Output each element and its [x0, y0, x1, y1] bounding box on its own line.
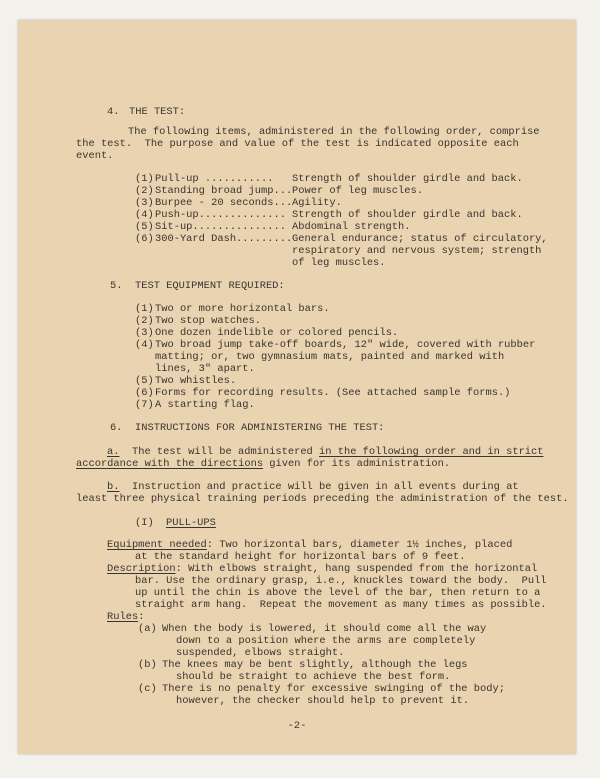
section-5-heading: TEST EQUIPMENT REQUIRED: [135, 280, 285, 292]
equipment-item-text: Two or more horizontal bars. [155, 303, 330, 315]
test-item-purpose: General endurance; status of circulatory, [292, 233, 548, 245]
paragraph-a [107, 446, 544, 458]
test-item-purpose: Strength of shoulder girdle and back. [292, 209, 523, 221]
test-item-event: Sit-up............... [155, 221, 286, 233]
equipment-item-number: (2) [135, 315, 154, 327]
paragraph-a-emphasis: in the following order and in strict [319, 446, 544, 458]
rule-text: down to a position where the arms are completely [176, 635, 476, 647]
rule-text: should be straight to achieve the best form. [176, 671, 451, 683]
equipment-needed-text: at the standard height for horizontal bars of 9 feet. [135, 551, 466, 563]
equipment-item-number: (4) [135, 339, 154, 351]
section-4-number: 4. [107, 106, 120, 118]
paragraph-b-line-2: least three physical training periods preceding the administration of the test. [76, 493, 569, 505]
test-item-purpose: respiratory and nervous system; strength [292, 245, 542, 257]
document-page [18, 20, 576, 754]
rule-text: There is no penalty for excessive swinging of the body; [162, 683, 505, 695]
paragraph-a-text: given for its administration. [263, 458, 451, 470]
test-item-number: (2) [135, 185, 154, 197]
rules-label: Rules [107, 611, 139, 623]
equipment-item-number: (1) [135, 303, 154, 315]
rule-label: (a) [138, 623, 157, 635]
equipment-item-text: matting; or, two gymnasium mats, painted and marked with [155, 351, 505, 363]
section-5-number: 5. [110, 280, 123, 292]
paragraph-a-text: The test will be administered [131, 446, 320, 458]
test-item-number: (4) [135, 209, 154, 221]
equipment-item-number: (7) [135, 399, 154, 411]
equipment-item-text: Forms for recording results. (See attached sample forms.) [155, 387, 511, 399]
equipment-item-number: (5) [135, 375, 154, 387]
equipment-item-text: Two stop watches. [155, 315, 262, 327]
test-item-event: Pull-up ........... [155, 173, 274, 185]
section-4-intro-line: event. [76, 150, 114, 162]
paragraph-a-line-2 [76, 458, 450, 470]
test-item-event: Standing broad jump... [155, 185, 293, 197]
test-item-number: (3) [135, 197, 154, 209]
equipment-needed [107, 539, 512, 551]
description-text: bar. Use the ordinary grasp, i.e., knuckles toward the body. Pull [135, 575, 547, 587]
equipment-needed-text: : Two horizontal bars, diameter 1½ inches, placed [206, 539, 513, 551]
equipment-needed-label: Equipment needed [107, 539, 207, 551]
equipment-item-text: Two whistles. [155, 375, 237, 387]
description [107, 563, 537, 575]
description-label: Description [107, 563, 176, 575]
description-text: straight arm hang. Repeat the movement as many times as possible. [135, 599, 547, 611]
test-item-number: (6) [135, 233, 154, 245]
section-4-intro-line: the test. The purpose and value of the test is indicated opposite each [76, 138, 519, 150]
description-text: up until the chin is above the level of the bar, then return to a [135, 587, 541, 599]
description-text: : With elbows straight, hang suspended from the horizontal [175, 563, 538, 575]
section-6-heading: INSTRUCTIONS FOR ADMINISTERING THE TEST: [135, 422, 385, 434]
test-item-number: (1) [135, 173, 154, 185]
test-item-event: 300-Yard Dash......... [155, 233, 293, 245]
rules-heading: Rules: [107, 611, 145, 623]
equipment-item-number: (3) [135, 327, 154, 339]
section-4-intro-line: The following items, administered in the following order, comprise [128, 126, 540, 138]
test-item-event: Push-up.............. [155, 209, 286, 221]
rule-label: (c) [138, 683, 157, 695]
equipment-item-text: lines, 3" apart. [155, 363, 255, 375]
paragraph-b [107, 481, 519, 493]
test-item-purpose: of leg muscles. [292, 257, 386, 269]
rule-text: however, the checker should help to prevent it. [176, 695, 470, 707]
test-item-purpose: Agility. [292, 197, 342, 209]
section-6-number: 6. [110, 422, 123, 434]
equipment-item-text: A starting flag. [155, 399, 255, 411]
test-item-purpose: Abdominal strength. [292, 221, 411, 233]
paragraph-b-text: Instruction and practice will be given in all events during at [131, 481, 519, 493]
pullups-number: (I) [135, 517, 154, 529]
section-4-heading: THE TEST: [129, 106, 186, 118]
paragraph-a-emphasis: accordance with the directions [76, 458, 264, 470]
test-item-event: Burpee - 20 seconds... [155, 197, 293, 209]
rule-text: The knees may be bent slightly, although the legs [162, 659, 468, 671]
test-item-number: (5) [135, 221, 154, 233]
rule-text: When the body is lowered, it should come all the way [162, 623, 487, 635]
test-item-purpose: Strength of shoulder girdle and back. [292, 173, 523, 185]
test-item-purpose: Power of leg muscles. [292, 185, 423, 197]
pullups-title: PULL-UPS [166, 517, 216, 529]
page-number: -2- [287, 720, 307, 732]
paragraph-b-label: b. [107, 481, 120, 493]
rule-label: (b) [138, 659, 157, 671]
paragraph-a-label: a. [107, 446, 120, 458]
rule-text: suspended, elbows straight. [176, 647, 345, 659]
equipment-item-text: Two broad jump take-off boards, 12" wide, covered with rubber [155, 339, 536, 351]
equipment-item-text: One dozen indelible or colored pencils. [155, 327, 399, 339]
equipment-item-number: (6) [135, 387, 154, 399]
